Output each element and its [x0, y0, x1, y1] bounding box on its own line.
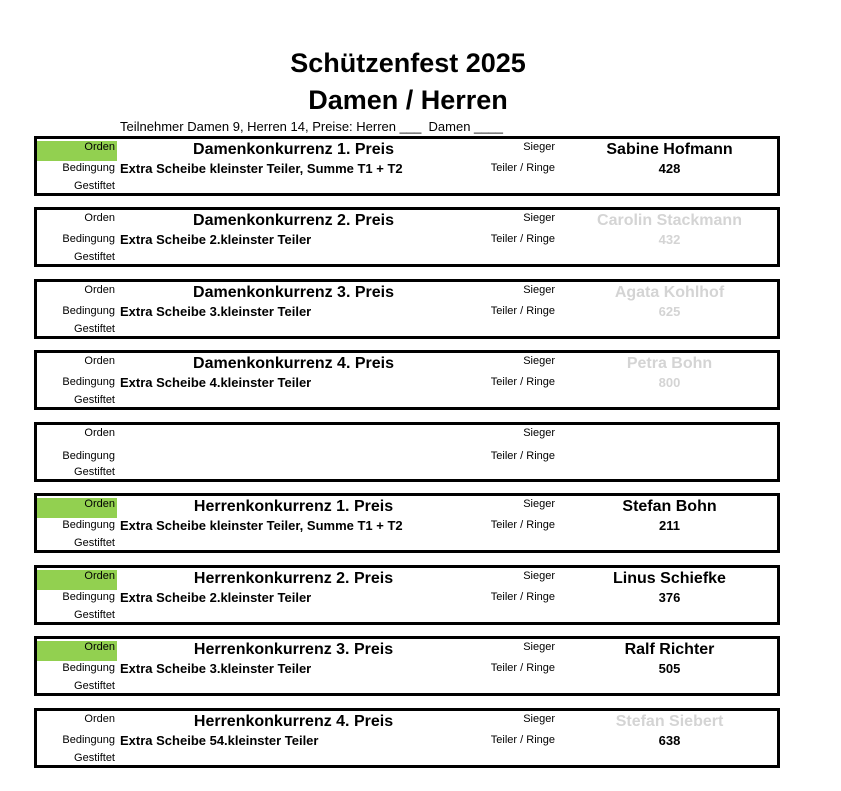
winner-name: Agata Kohlhof — [614, 284, 725, 301]
orden-label: Orden — [84, 212, 115, 224]
sieger-label: Sieger — [523, 284, 555, 296]
orden-cell — [37, 570, 117, 590]
gestiftet-label: Gestiftet — [74, 680, 115, 692]
gestiftet-label: Gestiftet — [74, 180, 115, 192]
orden-label: Orden — [84, 641, 115, 653]
bedingung-label: Bedingung — [62, 376, 115, 388]
prize-condition: Extra Scheibe 4.kleinster Teiler — [120, 375, 312, 390]
prize-box — [34, 350, 780, 410]
document-subtitle: Damen / Herren — [308, 85, 508, 115]
orden-cell — [37, 284, 117, 304]
winner-name: Stefan Bohn — [622, 498, 717, 515]
orden-label: Orden — [84, 570, 115, 582]
winner-score: 625 — [658, 304, 681, 319]
orden-cell — [37, 641, 117, 661]
orden-label: Orden — [84, 498, 115, 510]
orden-label: Orden — [84, 141, 115, 153]
winner-score: 432 — [658, 232, 681, 247]
prize-condition: Extra Scheibe 2.kleinster Teiler — [120, 590, 312, 605]
sieger-label: Sieger — [523, 355, 555, 367]
teiler-label: Teiler / Ringe — [490, 519, 555, 531]
winner-name: Linus Schiefke — [613, 570, 726, 587]
bedingung-label: Bedingung — [62, 734, 115, 746]
sieger-label: Sieger — [523, 141, 555, 153]
orden-label: Orden — [84, 713, 115, 725]
orden-label: Orden — [84, 427, 115, 439]
winner-name: Carolin Stackmann — [597, 212, 742, 229]
orden-label: Orden — [84, 355, 115, 367]
gestiftet-label: Gestiftet — [74, 251, 115, 263]
teiler-label: Teiler / Ringe — [490, 233, 555, 245]
sieger-label: Sieger — [523, 713, 555, 725]
bedingung-label: Bedingung — [62, 519, 115, 531]
prize-box — [34, 422, 780, 482]
winner-name: Ralf Richter — [624, 641, 715, 658]
teiler-label: Teiler / Ringe — [490, 305, 555, 317]
gestiftet-label: Gestiftet — [74, 537, 115, 549]
gestiftet-label: Gestiftet — [74, 466, 115, 478]
winner-score: 800 — [658, 375, 681, 390]
teiler-label: Teiler / Ringe — [490, 376, 555, 388]
winner-score: 428 — [658, 161, 681, 176]
teiler-label: Teiler / Ringe — [490, 162, 555, 174]
winner-score: 211 — [659, 518, 680, 533]
prize-title: Damenkonkurrenz 4. Preis — [193, 355, 394, 372]
prize-title: Damenkonkurrenz 2. Preis — [193, 212, 394, 229]
teiler-label: Teiler / Ringe — [490, 591, 555, 603]
sieger-label: Sieger — [523, 498, 555, 510]
winner-name: Petra Bohn — [626, 355, 713, 372]
prize-box — [34, 708, 780, 768]
gestiftet-label: Gestiftet — [74, 609, 115, 621]
winner-score: 505 — [658, 661, 681, 676]
bedingung-label: Bedingung — [62, 662, 115, 674]
prize-box — [34, 207, 780, 267]
teiler-label: Teiler / Ringe — [490, 450, 555, 462]
prize-title: Damenkonkurrenz 3. Preis — [193, 284, 394, 301]
prize-box — [34, 493, 780, 553]
gestiftet-label: Gestiftet — [74, 394, 115, 406]
orden-cell — [37, 498, 117, 518]
prize-condition: Extra Scheibe 2.kleinster Teiler — [120, 232, 312, 247]
winner-name: Stefan Siebert — [615, 713, 724, 730]
bedingung-label: Bedingung — [62, 233, 115, 245]
prize-title: Herrenkonkurrenz 4. Preis — [193, 713, 394, 730]
orden-label: Orden — [84, 284, 115, 296]
bedingung-label: Bedingung — [62, 162, 115, 174]
orden-cell — [37, 713, 117, 733]
bedingung-label: Bedingung — [62, 305, 115, 317]
gestiftet-label: Gestiftet — [74, 752, 115, 764]
sieger-label: Sieger — [523, 427, 555, 439]
prize-condition: Extra Scheibe 54.kleinster Teiler — [120, 733, 319, 748]
participants-info: Teilnehmer Damen 9, Herren 14, Preise: Herren ___ Damen ____ — [120, 119, 503, 134]
prize-title: Herrenkonkurrenz 2. Preis — [193, 570, 394, 587]
bedingung-label: Bedingung — [62, 591, 115, 603]
winner-score: 376 — [658, 590, 681, 605]
gestiftet-label: Gestiftet — [74, 323, 115, 335]
orden-cell — [37, 427, 117, 447]
prize-condition: Extra Scheibe 3.kleinster Teiler — [120, 661, 312, 676]
prize-title: Damenkonkurrenz 1. Preis — [193, 141, 394, 158]
prize-box — [34, 636, 780, 696]
bedingung-label: Bedingung — [62, 450, 115, 462]
winner-name: Sabine Hofmann — [606, 141, 733, 158]
prize-box — [34, 565, 780, 625]
prize-title: Herrenkonkurrenz 3. Preis — [193, 641, 394, 658]
winner-score: 638 — [658, 733, 681, 748]
prize-title: Herrenkonkurrenz 1. Preis — [193, 498, 394, 515]
sieger-label: Sieger — [523, 641, 555, 653]
teiler-label: Teiler / Ringe — [490, 662, 555, 674]
sieger-label: Sieger — [523, 212, 555, 224]
prize-box — [34, 279, 780, 339]
orden-cell — [37, 355, 117, 375]
orden-cell — [37, 212, 117, 232]
prize-condition: Extra Scheibe kleinster Teiler, Summe T1 + T2 — [120, 518, 403, 533]
prize-condition: Extra Scheibe 3.kleinster Teiler — [120, 304, 312, 319]
sieger-label: Sieger — [523, 570, 555, 582]
orden-cell — [37, 141, 117, 161]
document-title: Schützenfest 2025 — [290, 48, 526, 78]
teiler-label: Teiler / Ringe — [490, 734, 555, 746]
prize-condition: Extra Scheibe kleinster Teiler, Summe T1 + T2 — [120, 161, 403, 176]
prize-box — [34, 136, 780, 196]
